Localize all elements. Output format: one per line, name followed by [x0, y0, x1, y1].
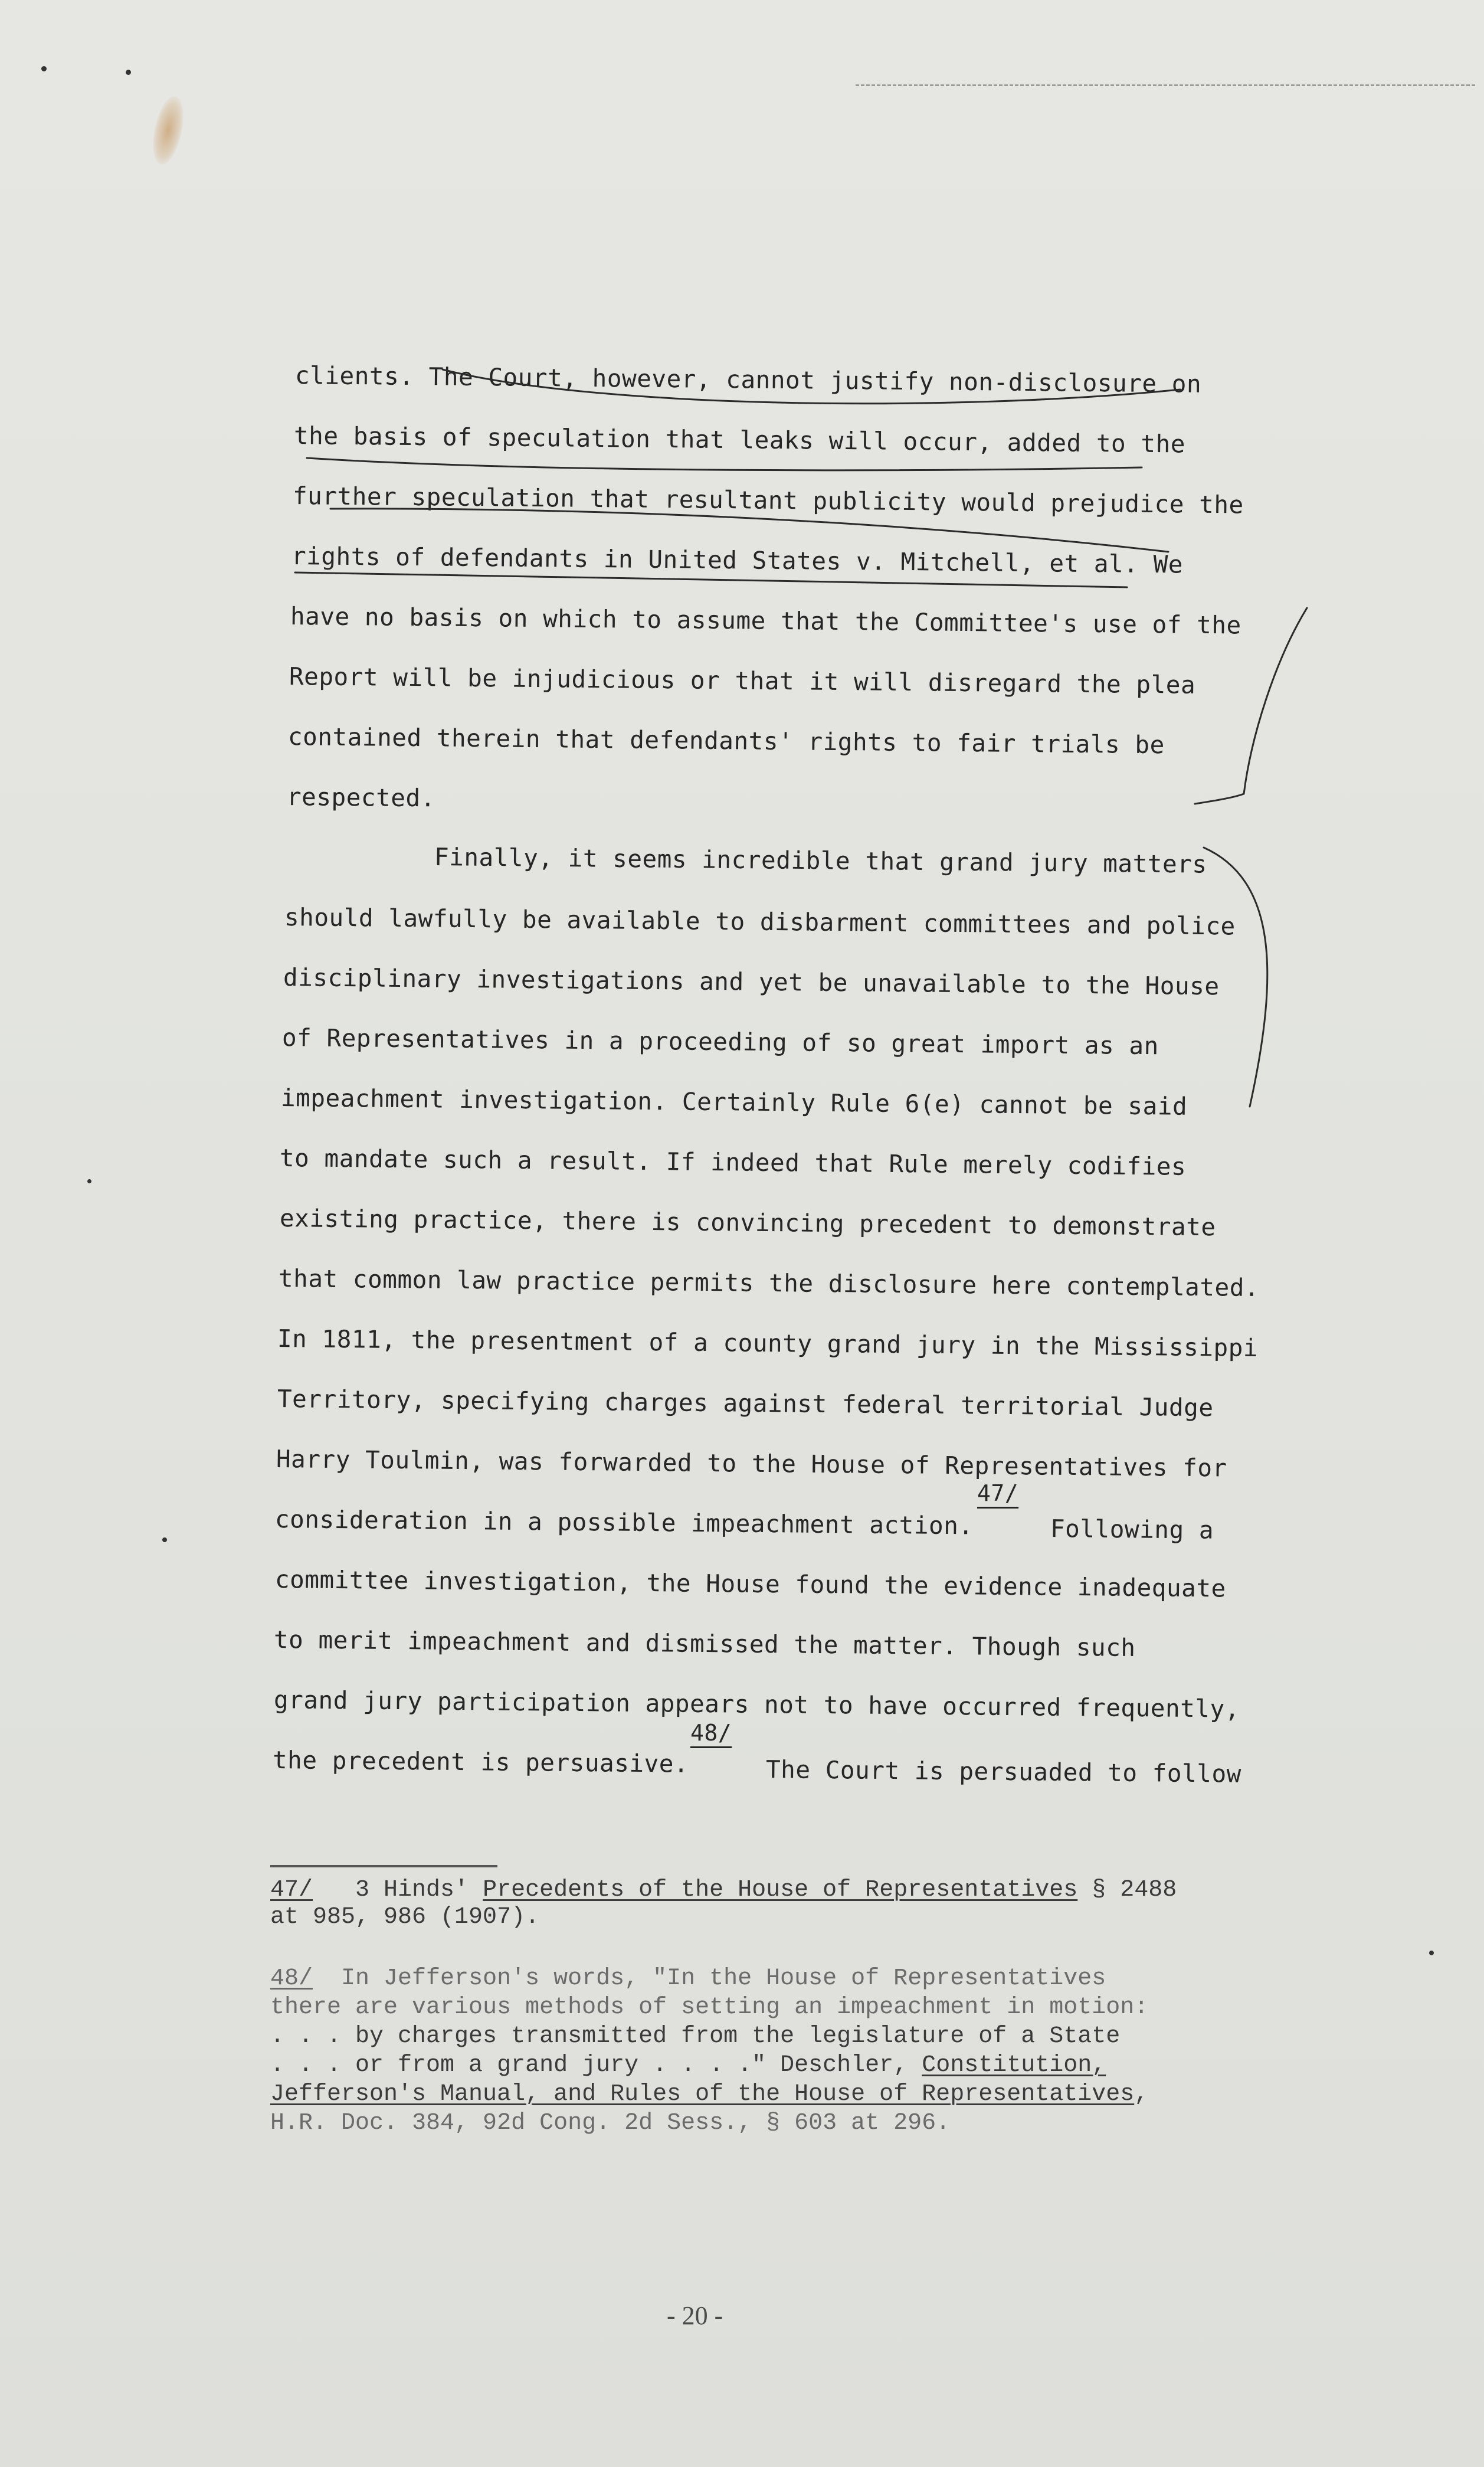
footnote-48-line: there are various methods of setting an impeachment in motion:	[270, 1994, 1149, 2021]
text-line: the precedent is persuasive.	[272, 1746, 689, 1778]
text-line: consideration in a possible impeachment action.	[274, 1505, 974, 1540]
footnote-citation-title: Jefferson's Manual, and Rules of the House of Representatives	[270, 2081, 1135, 2108]
text-line: Finally, it seems incredible that grand jury matters	[434, 843, 1207, 879]
footnote-marker: 47/	[270, 1877, 313, 1903]
footnote-48-line	[270, 2080, 1148, 2109]
footnote-text: In Jefferson's words, "In the House of Representatives	[341, 1965, 1106, 1992]
text-line: respected.	[286, 783, 436, 813]
pen-underline	[443, 369, 1180, 404]
footnote-48-line	[270, 2051, 1106, 2080]
text-line: clients. The Court, however, cannot justify non-disclosure on	[294, 361, 1202, 398]
footnote-47-line: at 985, 986 (1907).	[270, 1904, 540, 1931]
footnote-text: 3 Hinds'	[355, 1877, 483, 1903]
text-line: impeachment investigation. Certainly Rule 6(e) cannot be said	[280, 1084, 1188, 1121]
text-line: Report will be injudicious or that it will disregard the plea	[289, 662, 1196, 699]
text-line: Harry Toulmin, was forwarded to the House of Representatives for	[276, 1445, 1227, 1483]
pen-margin-bracket	[1195, 608, 1307, 804]
footnote-ref-48: 48/	[690, 1720, 732, 1746]
text-line: further speculation that resultant publicity would prejudice the	[292, 482, 1244, 519]
text-line: to merit impeachment and dismissed the matter. Though such	[273, 1625, 1136, 1663]
pen-underline	[330, 509, 1168, 552]
footnote-48-line	[270, 1964, 1106, 1994]
text-line: should lawfully be available to disbarment committees and police	[284, 903, 1236, 941]
footnote-48-line: H.R. Doc. 384, 92d Cong. 2d Sess., § 603 at 296.	[270, 2110, 951, 2136]
page-number: - 20 -	[667, 2301, 723, 2330]
text-line: Following a	[1050, 1514, 1214, 1545]
text-line: grand jury participation appears not to have occurred frequently,	[273, 1686, 1240, 1723]
footnote-47-line	[270, 1876, 1177, 1905]
text-line: disciplinary investigations and yet be unavailable to the House	[283, 963, 1220, 1001]
footnote-ref-47: 47/	[977, 1480, 1019, 1506]
footnote-marker: 48/	[270, 1965, 313, 1992]
footnote-text: . . . or from a grand jury . . . ." Deschler,	[270, 2052, 922, 2079]
pen-margin-bracket	[1204, 848, 1267, 1107]
footnote-rule	[270, 1865, 497, 1867]
text-line: of Representatives in a proceeding of so great import as an	[281, 1023, 1159, 1061]
pen-underline	[307, 458, 1142, 470]
footnote-citation-title: Precedents of the House of Representatives	[483, 1877, 1078, 1903]
text-line: to mandate such a result. If indeed that Rule merely codifies	[279, 1144, 1187, 1181]
footnote-citation-title: Constitution,	[922, 2052, 1106, 2079]
text-line: have no basis on which to assume that the Committee's use of the	[290, 602, 1241, 640]
text-line: contained therein that defendants' rights to fair trials be	[287, 722, 1165, 760]
text-line: that common law practice permits the disclosure here contemplated.	[278, 1264, 1260, 1302]
footnote-text: § 2488	[1077, 1877, 1177, 1903]
text-line: the basis of speculation that leaks will occur, added to the	[293, 421, 1186, 459]
text-line: rights of defendants in United States v. Mitchell, et al. We	[291, 542, 1184, 579]
text-line: In 1811, the presentment of a county grand jury in the Mississippi	[277, 1324, 1259, 1362]
footnote-text: ,	[1134, 2081, 1149, 2108]
footnote-48-line: . . . by charges transmitted from the legislature of a State	[270, 2023, 1121, 2050]
text-line: The Court is persuaded to follow	[765, 1755, 1242, 1788]
text-line: committee investigation, the House found the evidence inadequate	[274, 1565, 1226, 1603]
text-line: existing practice, there is convincing precedent to demonstrate	[279, 1204, 1216, 1242]
pen-underline	[295, 572, 1127, 587]
text-line: Territory, specifying charges against federal territorial Judge	[277, 1385, 1214, 1422]
